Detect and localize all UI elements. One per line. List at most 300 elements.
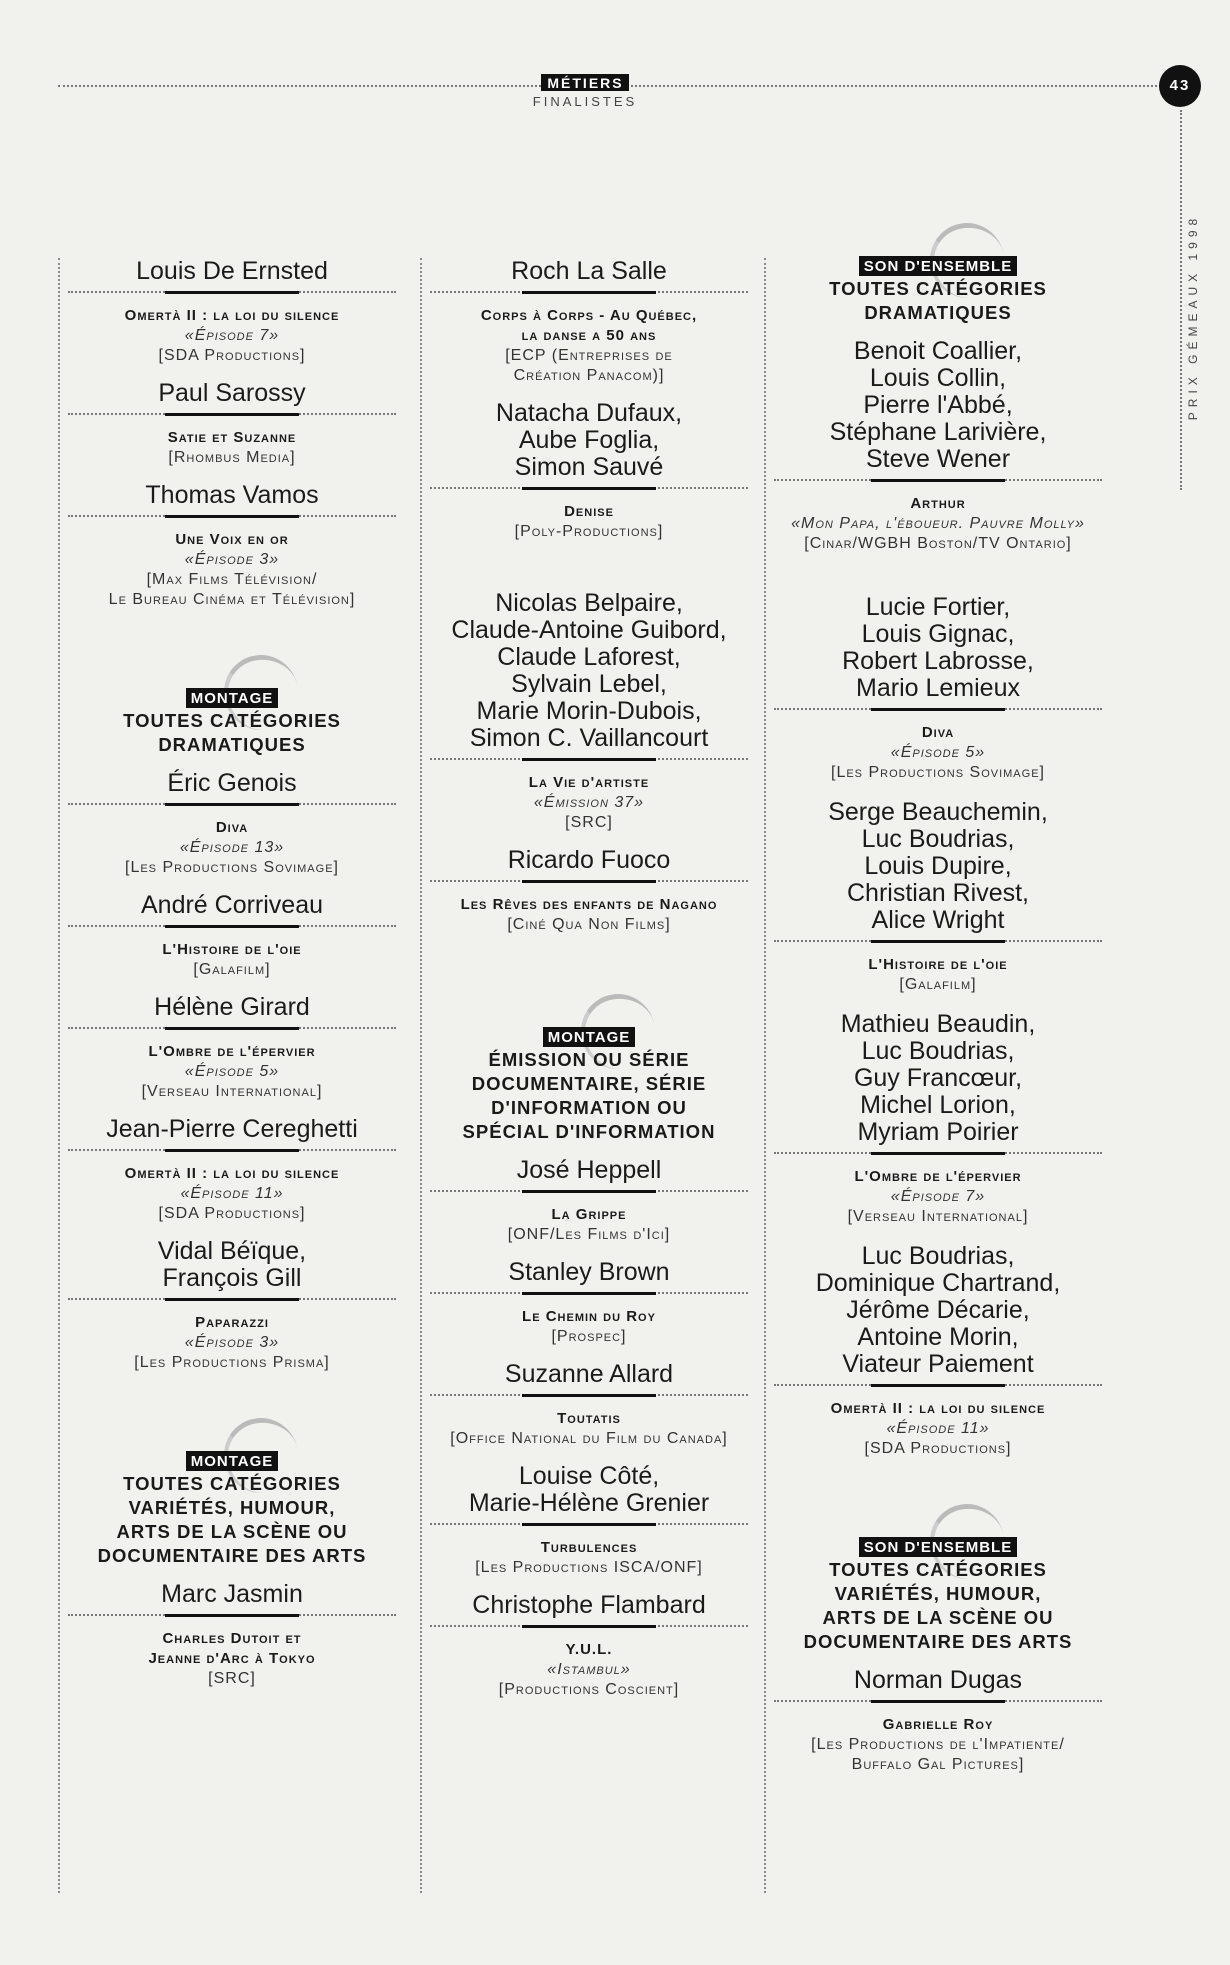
finalist-name: Michel Lorion, [860,1091,1016,1119]
episode-label: «Mon Papa, l'éboueur. Pauvre Molly» [791,515,1085,532]
entry-separator [430,487,748,493]
episode-label: «Épisode 3» [184,1334,280,1351]
producer-line: [SDA Productions] [864,1440,1012,1457]
finalist-name: Nicolas Belpaire, [495,589,683,617]
finalist-names [430,400,748,487]
episode-label: «Épisode 11» [886,1420,990,1437]
show-title-line: Une Voix en or [175,531,289,548]
episode-label: «Épisode 13» [179,839,285,856]
finalist-entry [68,892,396,980]
show-title-line: Les Rêves des enfants de Nagano [460,896,718,913]
finalist-name: Luc Boudrias, [861,1242,1015,1270]
producer-credit [430,1558,748,1578]
producer-credit [774,1207,1102,1227]
finalist-name: Thomas Vamos [145,481,319,509]
finalist-entry [774,338,1102,554]
separator-bar [522,487,656,490]
producer-credit [774,763,1102,783]
producer-line: [SRC] [208,1670,256,1687]
show-title-line: Le Chemin du Roy [522,1308,656,1325]
category-label: MONTAGE [186,688,279,708]
entry-separator [430,1625,748,1631]
producer-credit [68,346,396,366]
show-title-line: Diva [921,724,955,741]
finalist-name: Christian Rivest, [847,879,1029,907]
finalist-entry [774,1243,1102,1459]
episode-label: «Émission 37» [533,794,645,811]
producer-line: [Office National du Film du Canada] [450,1430,728,1447]
entry-separator [68,1149,396,1155]
separator-bar [165,1614,299,1617]
category-title-line: DOCUMENTAIRE DES ARTS [97,1545,367,1566]
show-title [68,818,396,838]
separator-bar [522,758,656,761]
show-title-line: Diva [215,819,249,836]
entry-separator [430,1190,748,1196]
show-title [430,502,748,522]
column-2-content [430,258,748,1700]
finalist-names [68,1238,396,1298]
producer-line: [Max Films Télévision/ [146,571,318,588]
show-title [68,940,396,960]
producer-credit [68,570,396,610]
finalist-entry [774,799,1102,995]
finalist-name: Simon C. Vaillancourt [469,724,709,752]
producer-credit [68,1353,396,1373]
finalist-name: Norman Dugas [853,1666,1023,1694]
entry-separator [774,1152,1102,1158]
show-title-line: la danse a 50 ans [521,327,657,344]
show-title [430,895,748,915]
separator-bar [522,1292,656,1295]
separator-bar [165,291,299,294]
finalist-name: Roch La Salle [511,257,667,285]
entry-separator [774,479,1102,485]
entry-separator [774,708,1102,714]
category-title-line: DOCUMENTAIRE DES ARTS [803,1631,1073,1652]
separator-bar [522,1625,656,1628]
finalist-name: Marc Jasmin [161,1580,303,1608]
entry-separator [430,1292,748,1298]
producer-line: Le Bureau Cinéma et Télévision] [108,591,356,608]
finalist-name: Antoine Morin, [857,1323,1019,1351]
finalist-entry [774,1011,1102,1227]
separator-bar [522,1523,656,1526]
finalist-entry [68,1116,396,1224]
separator-bar [871,708,1005,711]
entry-separator [68,413,396,419]
finalist-name: Mario Lemieux [856,674,1020,702]
producer-credit [430,915,748,935]
finalist-name: Serge Beauchemin, [828,798,1048,826]
finalist-name: Marie-Hélène Grenier [468,1489,710,1517]
show-title-line: Denise [564,503,614,520]
separator-bar [165,1298,299,1301]
finalist-names [430,1463,748,1523]
show-title [774,723,1102,743]
separator-bar [165,803,299,806]
separator-bar [165,1027,299,1030]
finalist-name: Luc Boudrias, [861,1037,1015,1065]
category-title-line: DOCUMENTAIRE, SÉRIE [471,1073,707,1094]
producer-credit [68,960,396,980]
section-tag: MÉTIERS [541,74,628,91]
finalist-entry [68,1581,396,1689]
producer-line: [ONF/Les Films d'Ici] [507,1226,671,1243]
finalist-name: Louis Dupire, [864,852,1012,880]
finalist-names [430,590,748,758]
show-title [430,306,748,346]
category-title-line: D'INFORMATION OU [491,1097,687,1118]
category-title-line: TOUTES CATÉGORIES [123,1473,341,1494]
show-title-line: Jeanne d'Arc à Tokyo [148,1650,316,1667]
producer-line: [Poly-Productions] [514,523,664,540]
finalist-name: Simon Sauvé [514,453,664,481]
finalist-name: Vidal Béïque, [157,1237,307,1265]
producer-credit [430,1680,748,1700]
show-title [68,1629,396,1669]
show-title [68,428,396,448]
show-title-line: Charles Dutoit et [162,1630,302,1647]
show-title-line: Omertà II : la loi du silence [830,1400,1046,1417]
show-title [430,1307,748,1327]
finalist-name: Lucie Fortier, [865,593,1011,621]
finalist-entry [430,1463,748,1578]
category-title-line: DRAMATIQUES [158,734,306,755]
section-subtitle: FINALISTES [532,94,638,109]
finalist-names [774,799,1102,940]
finalist-name: Claude Laforest, [497,643,681,671]
finalist-name: Christophe Flambard [472,1591,706,1619]
finalist-entry [68,482,396,610]
finalist-name: Sylvain Lebel, [511,670,667,698]
producer-credit [430,1225,748,1245]
producer-credit [430,1429,748,1449]
category-title-line: TOUTES CATÉGORIES [123,710,341,731]
finalist-entry [430,1361,748,1449]
producer-line: [Les Productions de l'Impatiente/ [811,1736,1065,1753]
show-title-line: Corps à Corps - Au Québec, [480,307,698,324]
producer-line: [Verseau International] [141,1083,323,1100]
finalist-entry [430,847,748,935]
producer-line: [Galafilm] [899,976,977,993]
finalist-entry [774,1667,1102,1775]
entry-separator [68,925,396,931]
finalist-name: Luc Boudrias, [861,825,1015,853]
finalist-name: Louis Gignac, [861,620,1015,648]
producer-credit [430,813,748,833]
show-title-line: Gabrielle Roy [882,1716,994,1733]
show-title-line: Arthur [910,495,966,512]
finalist-name: Natacha Dufaux, [495,399,683,427]
show-title-line: Omertà II : la loi du silence [124,307,340,324]
entry-separator [430,1394,748,1400]
column-1 [58,258,404,1893]
finalist-name: Dominique Chartrand, [815,1269,1061,1297]
producer-credit [774,1439,1102,1459]
finalist-names [68,1116,396,1149]
producer-line: [Les Productions Sovimage] [831,764,1045,781]
producer-line: [Les Productions ISCA/ONF] [475,1559,703,1576]
separator-bar [165,515,299,518]
entry-separator [774,940,1102,946]
finalist-names [430,1157,748,1190]
side-rule [1180,110,1182,490]
finalist-entry [68,770,396,878]
separator-bar [871,940,1005,943]
show-title [68,306,396,326]
show-title [430,1205,748,1225]
producer-line: Buffalo Gal Pictures] [851,1756,1025,1773]
show-title-line: Y.U.L. [565,1641,613,1658]
column-3 [764,258,1110,1893]
column-1-content [68,258,396,1689]
category-title-line: SPÉCIAL D'INFORMATION [462,1121,716,1142]
producer-line: [SDA Productions] [158,347,306,364]
show-title [774,1167,1102,1187]
finalist-name: François Gill [162,1264,302,1292]
section-header [520,74,650,109]
finalist-name: Stéphane Larivière, [829,418,1047,446]
finalist-names [68,770,396,803]
separator-bar [522,1394,656,1397]
finalist-name: Steve Wener [865,445,1011,473]
finalist-name: Mathieu Beaudin, [840,1010,1036,1038]
entry-separator [68,291,396,297]
category-heading [774,256,1102,324]
entry-separator [68,515,396,521]
producer-line: [Les Productions Prisma] [134,1354,330,1371]
separator-bar [165,1149,299,1152]
finalist-name: Guy Francœur, [853,1064,1023,1092]
category-title-line: ÉMISSION OU SÉRIE [488,1049,690,1070]
episode-label: «Épisode 5» [890,744,986,761]
producer-credit [68,448,396,468]
side-caption [1183,200,1203,440]
finalist-entry [774,594,1102,783]
episode-label: «Épisode 7» [890,1188,986,1205]
finalist-entry [68,1238,396,1373]
finalist-name: Paul Sarossy [158,379,306,407]
category-title-line: TOUTES CATÉGORIES [829,278,1047,299]
show-title-line: Omertà II : la loi du silence [124,1165,340,1182]
finalist-name: Suzanne Allard [504,1360,674,1388]
finalist-names [430,847,748,880]
producer-credit [430,346,748,386]
producer-line: [Ciné Qua Non Films] [507,916,671,933]
show-title [68,1042,396,1062]
finalist-entry [430,1592,748,1700]
separator-bar [871,1152,1005,1155]
category-title-line: VARIÉTÉS, HUMOUR, [128,1497,336,1518]
category-title-line: ARTS DE LA SCÈNE OU [822,1607,1054,1628]
producer-credit [68,1669,396,1689]
finalist-name: Hélène Girard [154,993,310,1021]
finalist-name: Jérôme Décarie, [846,1296,1030,1324]
finalist-name: Marie Morin-Dubois, [476,697,702,725]
category-title-line: VARIÉTÉS, HUMOUR, [834,1583,1042,1604]
finalist-names [774,1243,1102,1384]
producer-line: [Cinar/WGBH Boston/TV Ontario] [804,535,1072,552]
category-title-line: ARTS DE LA SCÈNE OU [116,1521,348,1542]
producer-credit [774,534,1102,554]
show-title [68,530,396,550]
finalist-name: Louise Côté, [518,1462,660,1490]
column-2 [420,258,756,1893]
entry-separator [430,291,748,297]
show-title [430,1409,748,1429]
show-title [774,1715,1102,1735]
show-title [430,773,748,793]
finalist-names [430,258,748,291]
separator-bar [165,925,299,928]
entry-separator [430,1523,748,1529]
separator-bar [871,1700,1005,1703]
show-title-line: La Vie d'artiste [528,774,650,791]
show-title-line: La Grippe [551,1206,627,1223]
separator-bar [522,1190,656,1193]
show-title-line: Paparazzi [195,1314,269,1331]
show-title [68,1164,396,1184]
finalist-name: Alice Wright [871,906,1005,934]
producer-line: [ECP (Entreprises de [505,347,673,364]
producer-line: [SDA Productions] [158,1205,306,1222]
finalist-names [774,594,1102,708]
category-label: SON D'ENSEMBLE [859,1537,1017,1557]
entry-separator [774,1700,1102,1706]
category-heading [774,1537,1102,1653]
finalist-names [68,892,396,925]
finalist-names [774,1011,1102,1152]
entry-separator [430,758,748,764]
producer-credit [774,975,1102,995]
finalist-names [68,1581,396,1614]
separator-bar [522,291,656,294]
show-title [774,1399,1102,1419]
episode-label: «Épisode 5» [184,1063,280,1080]
show-title [430,1538,748,1558]
finalist-name: Benoit Coallier, [853,337,1023,365]
finalist-names [68,482,396,515]
finalist-names [430,1592,748,1625]
category-label: MONTAGE [543,1027,636,1047]
finalist-name: Ricardo Fuoco [507,846,671,874]
producer-credit [68,1204,396,1224]
producer-credit [430,1327,748,1347]
separator-bar [871,479,1005,482]
finalist-names [68,994,396,1027]
finalist-name: Stanley Brown [508,1258,670,1286]
category-title-line: DRAMATIQUES [864,302,1012,323]
episode-label: «Istambul» [547,1661,631,1678]
finalist-name: André Corriveau [140,891,324,919]
producer-credit [68,1082,396,1102]
finalist-entry [430,258,748,386]
producer-credit [774,1735,1102,1775]
entry-separator [68,1027,396,1033]
finalist-entry [430,1157,748,1245]
producer-credit [68,858,396,878]
entry-separator [68,803,396,809]
show-title-line: L'Ombre de l'épervier [148,1043,316,1060]
finalist-names [774,1667,1102,1700]
finalist-entry [68,258,396,366]
finalist-name: Claude-Antoine Guibord, [451,616,727,644]
finalist-name: Robert Labrosse, [842,647,1034,675]
entry-separator [68,1614,396,1620]
finalist-entry [68,994,396,1102]
producer-line: [Productions Coscient] [498,1681,680,1698]
entry-separator [68,1298,396,1304]
show-title [430,1640,748,1660]
finalist-name: Jean-Pierre Cereghetti [106,1115,358,1143]
episode-label: «Épisode 11» [180,1185,284,1202]
finalist-name: Éric Genois [167,769,297,797]
separator-bar [522,880,656,883]
producer-credit [430,522,748,542]
producer-line: [Les Productions Sovimage] [125,859,339,876]
episode-label: «Épisode 7» [184,327,280,344]
producer-line: Création Panacom)] [513,367,665,384]
show-title-line: L'Histoire de l'oie [868,956,1008,973]
finalist-name: José Heppell [516,1156,662,1184]
show-title [774,494,1102,514]
finalist-entry [430,400,748,542]
finalist-entry [430,590,748,833]
separator-bar [871,1384,1005,1387]
show-title-line: Satie et Suzanne [167,429,297,446]
finalist-names [68,258,396,291]
category-label: MONTAGE [186,1451,279,1471]
finalist-names [430,1259,748,1292]
show-title-line: L'Histoire de l'oie [162,941,302,958]
finalist-names [68,380,396,413]
category-title-line: TOUTES CATÉGORIES [829,1559,1047,1580]
show-title-line: L'Ombre de l'épervier [854,1168,1022,1185]
finalist-names [774,338,1102,479]
category-label: SON D'ENSEMBLE [859,256,1017,276]
category-heading [430,1027,748,1143]
side-caption-text: PRIX GÉMEAUX 1998 [1186,213,1200,421]
producer-line: [Verseau International] [847,1208,1029,1225]
column-3-content [774,256,1102,1775]
finalist-entry [68,380,396,468]
show-title-line: Toutatis [557,1410,621,1427]
finalist-names [430,1361,748,1394]
page-number: 43 [1159,65,1201,107]
entry-separator [774,1384,1102,1390]
show-title [774,955,1102,975]
show-title [68,1313,396,1333]
finalist-entry [430,1259,748,1347]
producer-line: [SRC] [565,814,613,831]
finalist-name: Louis Collin, [869,364,1007,392]
finalist-name: Louis De Ernsted [136,257,328,285]
category-heading [68,1451,396,1567]
entry-separator [430,880,748,886]
producer-line: [Rhombus Media] [168,449,296,466]
episode-label: «Épisode 3» [184,551,280,568]
producer-line: [Prospec] [551,1328,627,1345]
finalist-name: Aube Foglia, [518,426,660,454]
show-title-line: Turbulences [540,1539,638,1556]
separator-bar [165,413,299,416]
finalist-name: Viateur Paiement [842,1350,1034,1378]
producer-line: [Galafilm] [193,961,271,978]
category-heading [68,688,396,756]
finalist-name: Pierre l'Abbé, [863,391,1013,419]
finalist-name: Myriam Poirier [857,1118,1019,1146]
